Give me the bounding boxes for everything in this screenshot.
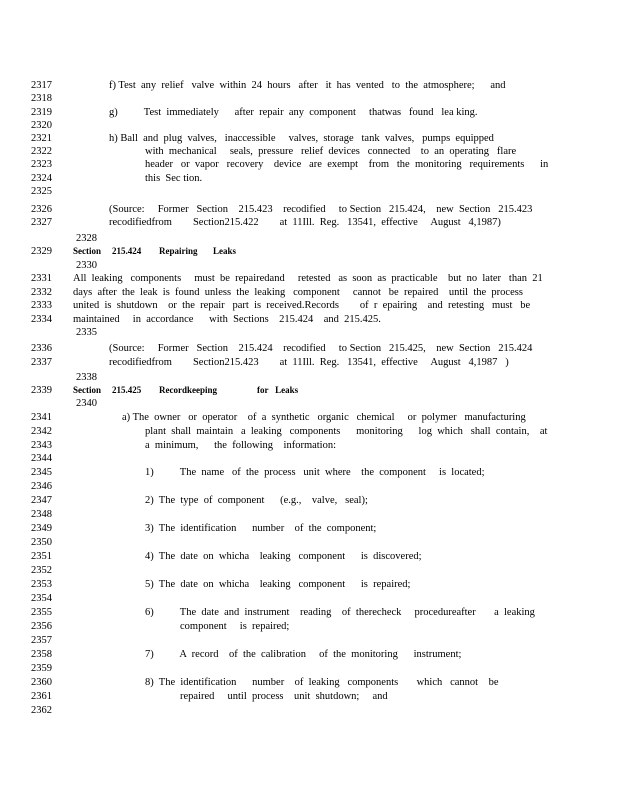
document-line [0,119,618,132]
document-line [0,172,618,185]
document-line [0,79,618,92]
document-line [0,536,618,549]
line-text: this Sec tion. [145,173,203,184]
section-heading-suffix: for Leaks [257,385,299,395]
document-line [0,425,618,438]
line-text: 2) The type of component (e.g., valve, seal); [145,495,368,506]
line-text: a) The owner or operator of a synthetic organic chemical or polymer manufacturing [122,412,526,423]
line-number: 2358 [31,649,52,660]
line-number: 2357 [31,635,52,646]
line-number: 2347 [31,495,52,506]
line-number: 2319 [31,107,52,118]
document-line [0,522,618,535]
line-number: 2333 [31,300,52,311]
line-number: 2359 [31,663,52,674]
document-line [0,371,618,384]
line-text: All leaking components must be repairedand retested as soon as practicable but no later than 21 [73,273,543,284]
line-text: 4) The date on whicha leaking component is discovered; [145,551,422,562]
line-number: 2342 [31,426,52,437]
line-number: 2323 [31,159,52,170]
line-text: 5) The date on whicha leaking component is repaired; [145,579,411,590]
line-text: header or vapor recovery device are exempt from the monitoring requirements in [145,159,549,170]
line-number: 2351 [31,551,52,562]
document-line [0,384,618,397]
document-line [0,494,618,507]
document-line [0,480,618,493]
line-text: with mechanical seals, pressure relief devices connected to an operating flare [145,146,517,157]
document-line [0,313,618,326]
line-number: 2331 [31,273,52,284]
line-number: 2350 [31,537,52,548]
document-line [0,342,618,355]
line-number: 2352 [31,565,52,576]
document-line [0,620,618,633]
document-line [0,185,618,198]
line-number: 2326 [31,204,52,215]
line-number: 2332 [31,287,52,298]
line-number: 2338 [76,372,97,383]
line-number: 2355 [31,607,52,618]
line-number: 2335 [76,327,97,338]
line-number: 2324 [31,173,52,184]
line-text: 6) The date and instrument reading of therecheck procedureafter a leaking [145,607,535,618]
line-text: recodifiedfrom Section215.423 at 11Ill. Reg. 13541, effective August 4,1987 ) [109,357,509,368]
document-line [0,397,618,410]
line-text: 3) The identification number of the component; [145,523,377,534]
document-line [0,508,618,521]
line-number: 2337 [31,357,52,368]
document-line [0,648,618,661]
line-number: 2341 [31,412,52,423]
line-text: g) Test immediately after repair any component thatwas found lea king. [109,107,478,118]
document-line [0,356,618,369]
line-number: 2348 [31,509,52,520]
document-line [0,145,618,158]
line-text: h) Ball and plug valves, inaccessible valves, storage tank valves, pumps equipped [109,133,494,144]
line-text: maintained in accordance with Sections 215.424 and 215.425. [73,314,381,325]
line-number: 2336 [31,343,52,354]
line-number: 2361 [31,691,52,702]
document-line [0,272,618,285]
document-line [0,326,618,339]
line-number: 2344 [31,453,52,464]
document-line [0,106,618,119]
document-line [0,232,618,245]
document-line [0,690,618,703]
line-text: a minimum, the following information: [145,440,337,451]
line-text: 1) The name of the process unit where the component is located; [145,467,485,478]
document-line [0,606,618,619]
line-text: recodifiedfrom Section215.422 at 11Ill. Reg. 13541, effective August 4,1987) [109,217,501,228]
document-line [0,676,618,689]
line-number: 2356 [31,621,52,632]
document-line [0,245,618,258]
line-text: (Source: Former Section 215.423 recodified to Section 215.424, new Section 215.423 [109,204,533,215]
document-line [0,132,618,145]
document-line [0,286,618,299]
line-number: 2327 [31,217,52,228]
line-number: 2354 [31,593,52,604]
section-heading-section: Section [73,385,101,395]
section-heading-number: 215.424 [112,246,142,256]
line-number: 2318 [31,93,52,104]
document-line [0,411,618,424]
line-text: f) Test any relief valve within 24 hours after it has vented to the atmosphere; and [109,80,506,91]
line-number: 2334 [31,314,52,325]
line-text: 7) A record of the calibration of the monitoring instrument; [145,649,462,660]
line-text: plant shall maintain a leaking components monitoring log which shall contain, at [145,426,548,437]
document-line [0,564,618,577]
line-number: 2362 [31,705,52,716]
line-text: united is shutdown or the repair part is received.Records of r epairing and retesting must be [73,300,531,311]
line-number: 2317 [31,80,52,91]
document-line [0,216,618,229]
line-number: 2325 [31,186,52,197]
line-number: 2360 [31,677,52,688]
line-text: (Source: Former Section 215.424 recodified to Section 215.425, new Section 215.424 [109,343,533,354]
section-heading-section: Section [73,246,101,256]
document-line [0,634,618,647]
line-text: 8) The identification number of leaking components which cannot be [145,677,499,688]
section-heading-title: Repairing [159,246,198,256]
line-number: 2322 [31,146,52,157]
document-line [0,662,618,675]
line-number: 2328 [76,233,97,244]
line-text: component is repaired; [180,621,290,632]
section-heading-suffix: Leaks [213,246,237,256]
line-number: 2339 [31,385,52,396]
line-number: 2330 [76,260,97,271]
line-number: 2349 [31,523,52,534]
line-number: 2340 [76,398,97,409]
document-line [0,158,618,171]
document-line [0,592,618,605]
line-number: 2321 [31,133,52,144]
line-number: 2329 [31,246,52,257]
document-line [0,203,618,216]
section-heading-title: Recordkeeping [159,385,217,395]
line-number: 2320 [31,120,52,131]
line-text: repaired until process unit shutdown; and [180,691,388,702]
section-heading-number: 215.425 [112,385,142,395]
document-line [0,452,618,465]
document-line [0,92,618,105]
line-number: 2345 [31,467,52,478]
document-line [0,578,618,591]
line-number: 2343 [31,440,52,451]
document-line [0,704,618,717]
document-line [0,439,618,452]
line-text: days after the leak is found unless the leaking component cannot be repaired until the process [73,287,523,298]
document-line [0,299,618,312]
document-line [0,466,618,479]
document-line [0,259,618,272]
line-number: 2346 [31,481,52,492]
document-line [0,550,618,563]
line-number: 2353 [31,579,52,590]
